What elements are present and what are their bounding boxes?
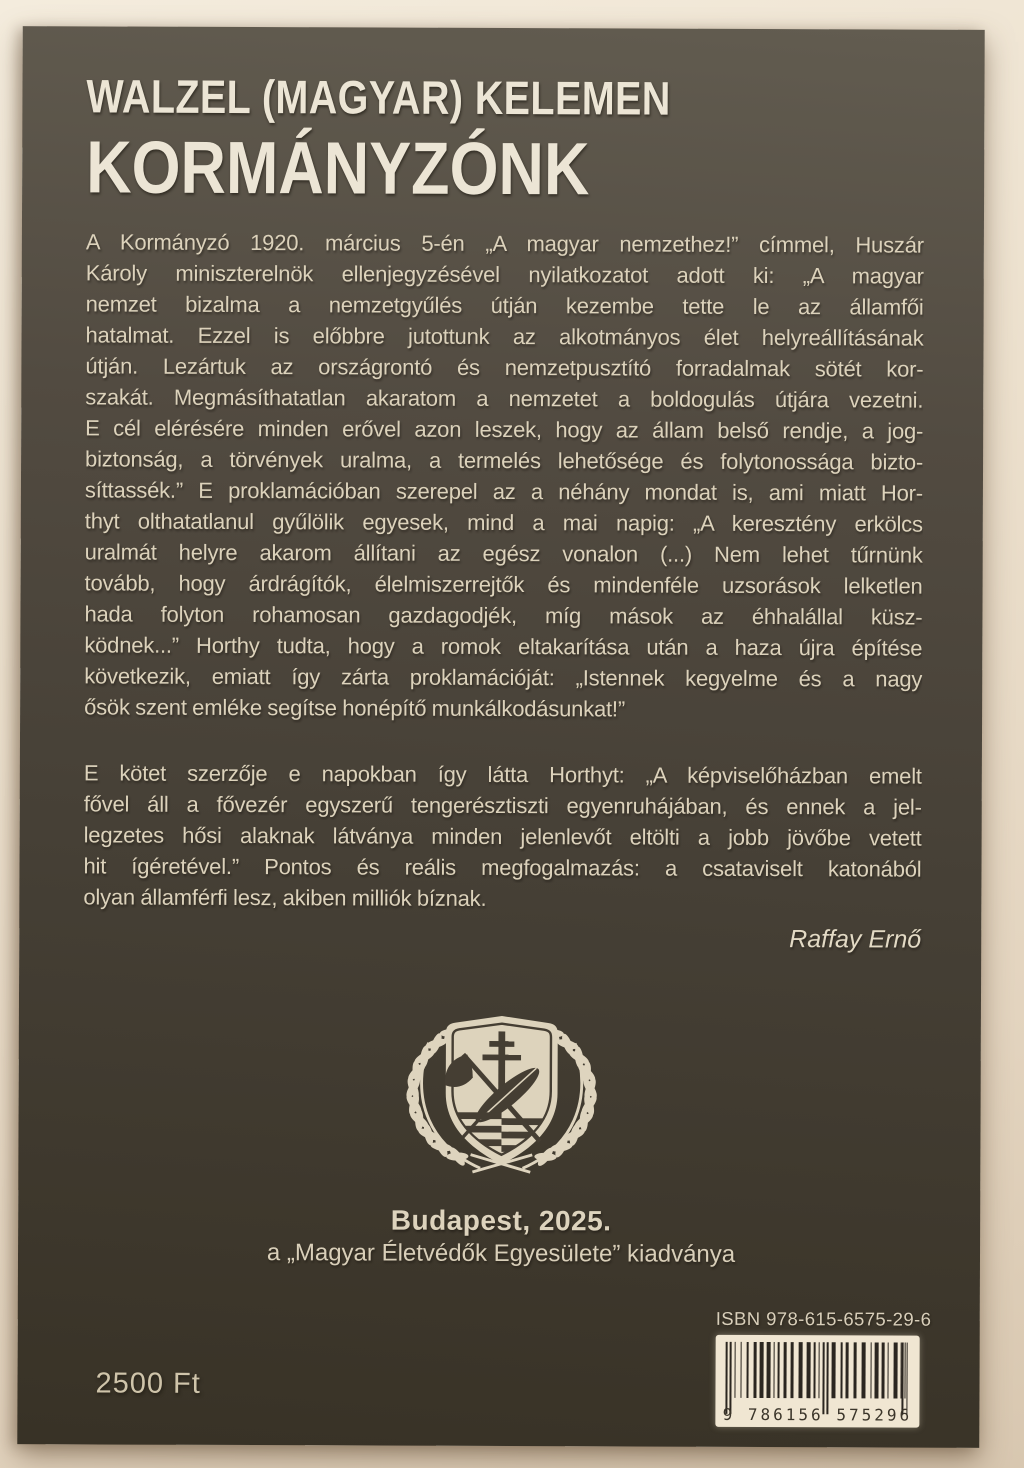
author-name: WALZEL (MAGYAR) KELEMEN: [86, 69, 671, 125]
shield-with-patriarchal-cross-axe-quill-stripes-and-laurel-wreath-icon: [395, 1003, 608, 1190]
text-line: A Kormányzó 1920. március 5-én „A magyar nemzethez!” címmel, Huszár: [85, 229, 924, 258]
barcode-bar: [766, 1342, 770, 1398]
barcode-bar: [798, 1342, 802, 1398]
text-line: nemzet bizalma a nemzetgyűlés útján kezembe tette le az államfői: [85, 291, 924, 320]
barcode-bar: [759, 1342, 763, 1398]
barcode-bar: [725, 1342, 727, 1414]
barcode-bar: [773, 1342, 775, 1398]
publication-city-year: Budapest, 2025.: [390, 1204, 612, 1237]
text-line: szakát. Megmásíthatatlan akaratom a nemzetet a boldogulás útjára vezetni.: [85, 384, 924, 413]
barcode-bar: [822, 1342, 824, 1414]
text-line: következik, emiatt így zárta proklamációját: „Istennek kegyelme és a nagy: [84, 663, 923, 692]
barcode-digits: 9 786156 575296: [722, 1404, 913, 1425]
text-line: olyan államférfi lesz, akiben milliók bíznak.: [83, 884, 487, 911]
barcode-bar: [734, 1342, 736, 1398]
text-line: fővel áll a fővezér egyszerű tengerésztiszti egyenruhájában, és ennek a jel-: [83, 791, 922, 820]
text-line: E cél elérésére minden erővel azon leszek, hogy az állam belső rendje, a jog-: [85, 415, 924, 444]
publisher-imprint: a „Magyar Életvédők Egyesülete” kiadványa: [266, 1239, 736, 1268]
price: 2500 Ft: [95, 1367, 201, 1400]
publisher-emblem: [395, 1003, 608, 1190]
text-line: ősök szent emléke segítse honépítő munkálkodásunkat!”: [84, 694, 626, 722]
barcode-bar: [826, 1342, 828, 1414]
barcode-bar: [853, 1342, 857, 1398]
barcode-bar: [791, 1342, 794, 1398]
barcode-bar: [846, 1342, 849, 1398]
barcode-bar: [840, 1342, 843, 1398]
text-line: biztonság, a törvények uralma, a termelés lehetősége és folytonossága bizto-: [85, 446, 924, 475]
barcode-label: [715, 1335, 919, 1428]
barcode-bar: [870, 1342, 872, 1398]
barcode-bar: [893, 1343, 897, 1399]
barcode-bar: [807, 1342, 811, 1398]
barcode-bar: [784, 1342, 787, 1398]
text-line: thyt olthatatlanul gyűlölik egyesek, mind a mai napig: „A keresztény erkölcs: [84, 508, 923, 537]
barcode-bar: [778, 1342, 780, 1398]
barcode-bar: [832, 1342, 836, 1398]
text-line: hatalmat. Ezzel is előbbre jutottunk az alkotmányos élet helyreállításának: [85, 322, 924, 351]
barcode-bar: [875, 1342, 879, 1398]
barcode-bar: [906, 1343, 908, 1415]
barcode-bar: [882, 1342, 885, 1398]
barcode-bar: [818, 1342, 820, 1398]
text-line: hada folyton rohamosan gazdagodjék, míg mások az éhhalállal küsz-: [84, 601, 923, 630]
text-line: uralmát helyre akarom állítani az egész vonalon (...) Nem lehet tűrnünk: [84, 539, 923, 568]
barcode-bar: [901, 1343, 903, 1415]
isbn-number: ISBN 978-615-6575-29-6: [715, 1307, 932, 1330]
barcode-bar: [729, 1342, 731, 1414]
text-line: ködnek...” Horthy tudta, hogy a romok eltakarítása után a haza újra építése: [84, 632, 923, 661]
text-line: síttassék.” E proklamációban szerepel az a néhány mondat is, ami miatt Hor-: [84, 477, 923, 506]
text-line: útján. Lezártuk az országrontó és nemzetpusztító forradalmak sötét kor-: [85, 353, 924, 382]
text-line: E kötet szerzője e napokban így látta Horthyt: „A képviselőházban emelt: [83, 760, 922, 789]
text-line: tovább, hogy árdrágítók, élelmiszerrejtők és mindenféle uzsorások lelketlen: [84, 570, 923, 599]
book-title: KORMÁNYZÓNK: [86, 125, 590, 211]
barcode-bar: [754, 1342, 757, 1398]
barcode-bar: [740, 1342, 742, 1398]
signature: Raffay Ernő: [789, 925, 922, 954]
barcode-bar: [746, 1342, 749, 1398]
blurb-paragraph-2: [83, 757, 922, 915]
blurb-paragraph-1: [84, 226, 924, 725]
barcode-bar: [814, 1342, 816, 1398]
book-back-cover: [17, 26, 984, 1448]
text-line: Károly miniszterelnök ellenjegyzésével nyilatkozatot adott ki: „A magyar: [85, 260, 924, 289]
text-line: hit ígéretével.” Pontos és reális megfogalmazás: a csataviselt katonából: [83, 853, 922, 882]
barcode-bar: [887, 1342, 889, 1398]
isbn-block: [715, 1307, 932, 1428]
barcode-bar: [862, 1342, 866, 1398]
text-line: legzetes hősi alaknak látványa minden jelenlevőt eltölti a jobb jövőbe vetett: [83, 822, 922, 851]
